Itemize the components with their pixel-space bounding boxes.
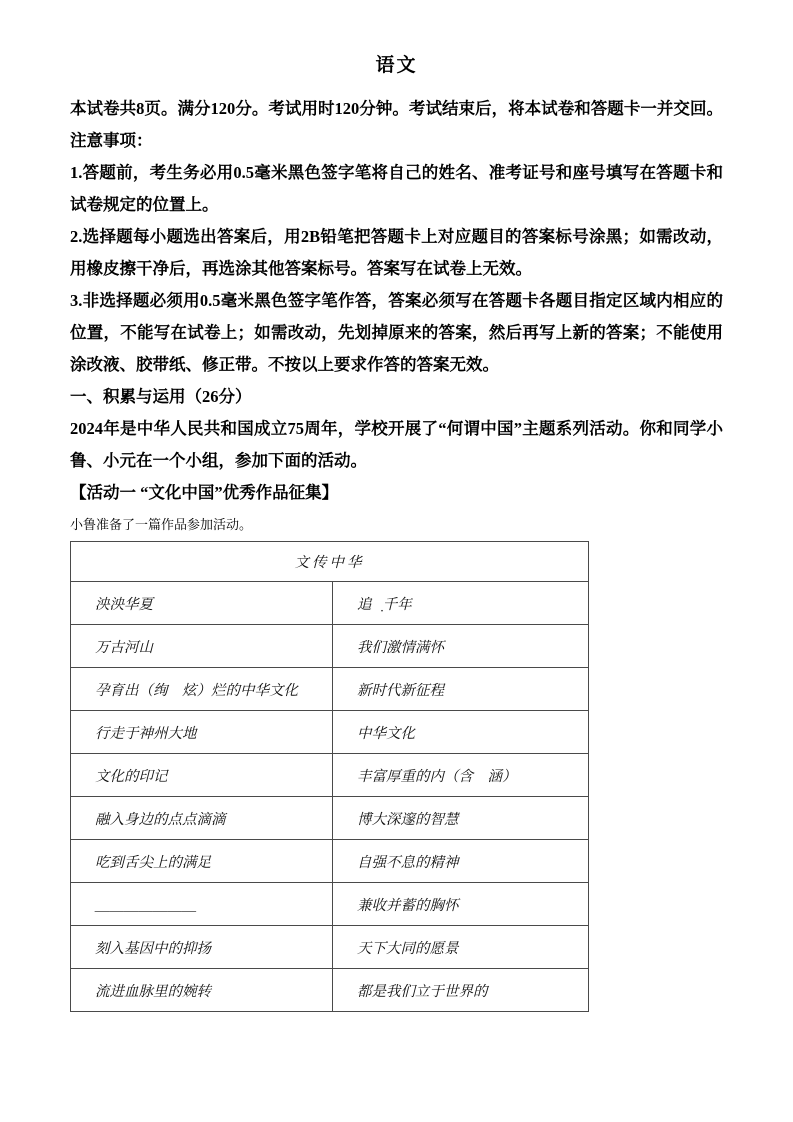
table-row (71, 797, 589, 840)
table-cell-right: 中华文化 (333, 711, 589, 754)
instruction-paragraph-2: 2.选择题每小题选出答案后，用2B铅笔把答题卡上对应题目的答案标号涂黑；如需改动，用橡皮擦干净后，再选涂其他答案标号。答案写在试卷上无效。 (70, 227, 723, 278)
table-cell-right: 都是我们立于世界的 (333, 969, 589, 1012)
instruction-paragraph-1: 1.答题前，考生务必用0.5毫米黑色签字笔将自己的姓名、准考证号和座号填写在答题卡和试卷规定的位置上。 (70, 163, 723, 214)
table-row (71, 969, 589, 1012)
instruction-paragraph-3: 3.非选择题必须用0.5毫米黑色签字笔作答，答案必须写在答题卡各题目指定区域内相应的位置，不能写在试卷上；如需改动，先划掉原来的答案，然后再写上新的答案；不能使用涂改液、胶带纸、修正带。不按以上要求作答的答案无效。 (70, 291, 723, 374)
page-title (70, 50, 723, 77)
table-row (71, 883, 589, 926)
table-title-cell: 文传中华 (71, 542, 589, 582)
table-cell-right: 天下大同的愿景 (333, 926, 589, 969)
table-cell-right: 自强不息的精神 (333, 840, 589, 883)
table-cell-left: 融入身边的点点滴滴 (71, 797, 333, 840)
section-heading: 一、积累与运用（26分） (70, 387, 252, 406)
table-header-row (71, 542, 589, 582)
page-title-text: 语文 (375, 55, 418, 76)
table-row (71, 754, 589, 797)
table-cell-left: 吃到舌尖上的满足 (71, 840, 333, 883)
note-paragraph: 小鲁准备了一篇作品参加活动。 (70, 517, 253, 532)
table-row (71, 625, 589, 668)
table-cell-right: 丰富厚重的内（含 涵） (333, 754, 589, 797)
table-cell-right: 我们激情满怀 (333, 625, 589, 668)
context-paragraph: 2024年是中华人民共和国成立75周年，学校开展了“何谓中国”主题系列活动。你和同学小鲁、小元在一个小组，参加下面的活动。 (70, 419, 723, 470)
table-cell-left: ＿＿＿＿＿＿＿ (71, 883, 333, 926)
table-cell-right: 博大深邃的智慧 (333, 797, 589, 840)
table-row (71, 711, 589, 754)
works-table (70, 541, 589, 1012)
exam-info-paragraph: 本试卷共8页。满分120分。考试用时120分钟。考试结束后，将本试卷和答题卡一并交回。注意事项： (70, 99, 723, 150)
table-cell-left: 孕育出（绚 炫）烂的中华文化 (71, 668, 333, 711)
activity-heading: 【活动一 “文化中国”优秀作品征集】 (70, 483, 339, 502)
table-row (71, 926, 589, 969)
table-cell-left: 万古河山 (71, 625, 333, 668)
table-cell-left: 行走于神州大地 (71, 711, 333, 754)
works-table-body (71, 582, 589, 1012)
table-cell-left: 文化的印记 (71, 754, 333, 797)
table-cell-right: 新时代新征程 (333, 668, 589, 711)
table-row (71, 840, 589, 883)
table-cell-right: 兼收并蓄的胸怀 (333, 883, 589, 926)
table-cell-left: 泱泱华夏 (71, 582, 333, 625)
table-row (71, 668, 589, 711)
table-row (71, 582, 589, 625)
table-cell-right: 追溯̣千年 (333, 582, 589, 625)
table-cell-left: 流进血脉里的婉转 (71, 969, 333, 1012)
table-cell-left: 刻入基因中的抑扬 (71, 926, 333, 969)
works-table-head (71, 542, 589, 582)
